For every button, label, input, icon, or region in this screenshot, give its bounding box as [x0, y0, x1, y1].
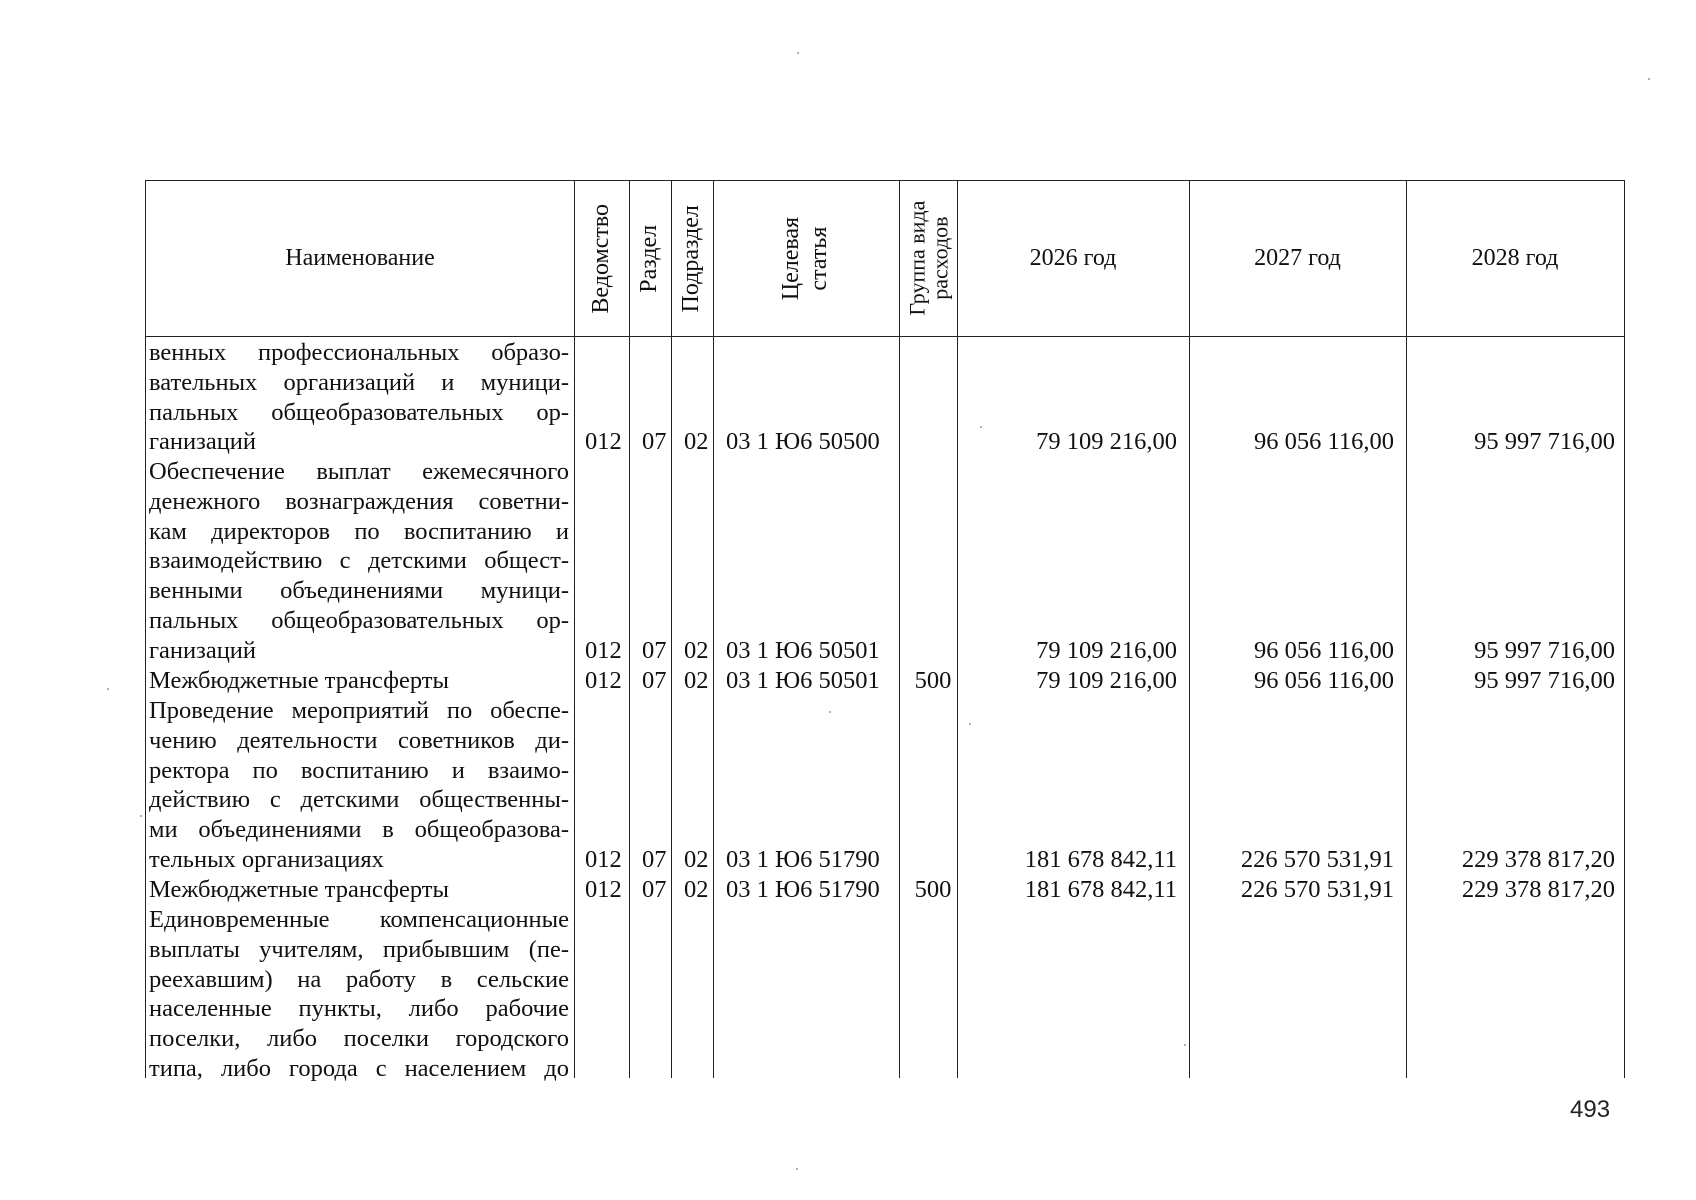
row-name-block [149, 457, 569, 666]
cell-gruppa [908, 427, 958, 457]
header-celevaya [713, 181, 899, 336]
name-line: тельных организациях [149, 845, 384, 873]
cell-2026: 79 109 216,00 [1036, 428, 1177, 455]
name-line: ганизаций [149, 428, 257, 456]
header-podrazdel-label: Подраздел [678, 204, 705, 313]
header-gruppa-line1: Группа вида [903, 201, 929, 316]
header-2028 [1406, 181, 1624, 336]
cell-podrazdel: 02 [684, 637, 709, 664]
name-line: типа, либо города с населением до [149, 1054, 569, 1082]
cell-gruppa [908, 845, 958, 875]
header-celevaya-label [778, 217, 833, 300]
budget-table [145, 180, 1625, 1082]
header-gruppa [899, 181, 957, 336]
scan-speck [107, 688, 109, 690]
name-line: взаимодействию с детскими общест- [149, 547, 569, 575]
header-celevaya-line2: статья [805, 226, 832, 291]
scan-speck [797, 52, 799, 54]
name-line: ми объединениями в общеобразова- [149, 816, 569, 844]
cell-2026: 181 678 842,11 [1024, 846, 1177, 873]
scan-speck [796, 1168, 798, 1170]
header-razdel-label: Раздел [636, 224, 663, 293]
cell-gruppa: 500 [914, 667, 952, 694]
cell-2027: 96 056 116,00 [1254, 667, 1394, 694]
header-name-label: Наименование [285, 245, 435, 271]
page-number: 493 [1570, 1096, 1611, 1123]
cell-podrazdel: 02 [684, 428, 709, 455]
name-line: кам директоров по воспитанию и [149, 517, 569, 545]
name-line: пальных общеобразовательных ор- [149, 398, 569, 426]
cell-celevaya: 03 1 Ю6 51790 [726, 846, 880, 873]
cell-2028: 95 997 716,00 [1474, 637, 1615, 664]
header-2027-label: 2027 год [1254, 245, 1341, 271]
scan-speck [140, 815, 142, 817]
header-2026 [957, 181, 1189, 336]
cell-podrazdel: 02 [684, 846, 709, 873]
header-vedomstvo-label: Ведомство [587, 203, 614, 314]
header-2027 [1189, 181, 1406, 336]
header-vedomstvo [574, 181, 629, 336]
cell-2026: 79 109 216,00 [1036, 637, 1177, 664]
cell-2026: 181 678 842,11 [1024, 876, 1177, 903]
name-line: населенные пункты, либо рабочие [149, 995, 569, 1023]
row-name-block [149, 696, 569, 875]
cell-2028: 229 378 817,20 [1461, 846, 1615, 873]
name-line: венных профессиональных образо- [149, 339, 569, 366]
header-name [146, 181, 574, 336]
cell-razdel: 07 [642, 637, 667, 664]
cell-razdel: 07 [642, 667, 667, 694]
cell-celevaya: 03 1 Ю6 50501 [726, 667, 880, 694]
cell-vedomstvo: 012 [585, 637, 622, 664]
row-name-block [149, 905, 569, 1084]
name-line: поселки, либо поселки городского [149, 1025, 569, 1053]
header-2026-label: 2026 год [1029, 245, 1117, 271]
scan-speck [1648, 78, 1650, 80]
header-podrazdel [671, 181, 713, 336]
name-line: Обеспечение выплат ежемесячного [149, 458, 569, 485]
cell-celevaya: 03 1 Ю6 50500 [726, 428, 880, 455]
name-line: Единовременные компенсационные [149, 906, 569, 933]
cell-2026: 79 109 216,00 [1036, 667, 1177, 694]
header-gruppa-label [905, 201, 951, 316]
name-line: действию с детскими общественны- [149, 786, 569, 814]
row-name-block [149, 338, 569, 457]
cell-podrazdel: 02 [684, 667, 709, 694]
cell-razdel: 07 [642, 846, 667, 873]
cell-2028: 229 378 817,20 [1461, 876, 1615, 903]
cell-vedomstvo: 012 [585, 428, 622, 455]
cell-gruppa: 500 [914, 876, 952, 903]
header-2028-label: 2028 год [1471, 245, 1559, 271]
cell-vedomstvo: 012 [585, 846, 622, 873]
name-line: денежного вознаграждения советни- [149, 487, 569, 515]
cell-razdel: 07 [642, 876, 667, 903]
cell-vedomstvo: 012 [585, 667, 622, 694]
cell-podrazdel: 02 [684, 876, 709, 903]
name-line: выплаты учителям, прибывшим (пе- [149, 935, 569, 963]
cell-razdel: 07 [642, 428, 667, 455]
name-line: вательных организаций и муници- [149, 368, 569, 396]
name-line: Межбюджетные трансферты [149, 667, 449, 694]
row-name-block [149, 875, 569, 905]
cell-celevaya: 03 1 Ю6 51790 [726, 876, 880, 903]
cell-2027: 96 056 116,00 [1254, 637, 1394, 664]
name-line: чению деятельности советников ди- [149, 726, 569, 754]
name-line: ректора по воспитанию и взаимо- [149, 756, 569, 784]
header-celevaya-line1: Целевая [778, 216, 805, 301]
name-line: венными объединениями муници- [149, 577, 569, 605]
cell-celevaya: 03 1 Ю6 50501 [726, 637, 880, 664]
row-name-block [149, 666, 569, 696]
name-line: реехавшим) на работу в сельские [149, 965, 569, 993]
name-line: Межбюджетные трансферты [149, 876, 449, 903]
header-razdel [629, 181, 671, 336]
name-line: Проведение мероприятий по обеспе- [149, 697, 569, 724]
name-line: пальных общеобразовательных ор- [149, 606, 569, 634]
header-gruppa-line2: расходов [927, 216, 953, 301]
cell-2027: 226 570 531,91 [1240, 846, 1394, 873]
cell-2027: 226 570 531,91 [1240, 876, 1394, 903]
cell-2028: 95 997 716,00 [1474, 428, 1615, 455]
cell-gruppa [908, 636, 958, 666]
cell-2028: 95 997 716,00 [1474, 667, 1615, 694]
name-line: ганизаций [149, 636, 257, 664]
cell-vedomstvo: 012 [585, 876, 622, 903]
cell-2027: 96 056 116,00 [1254, 428, 1394, 455]
